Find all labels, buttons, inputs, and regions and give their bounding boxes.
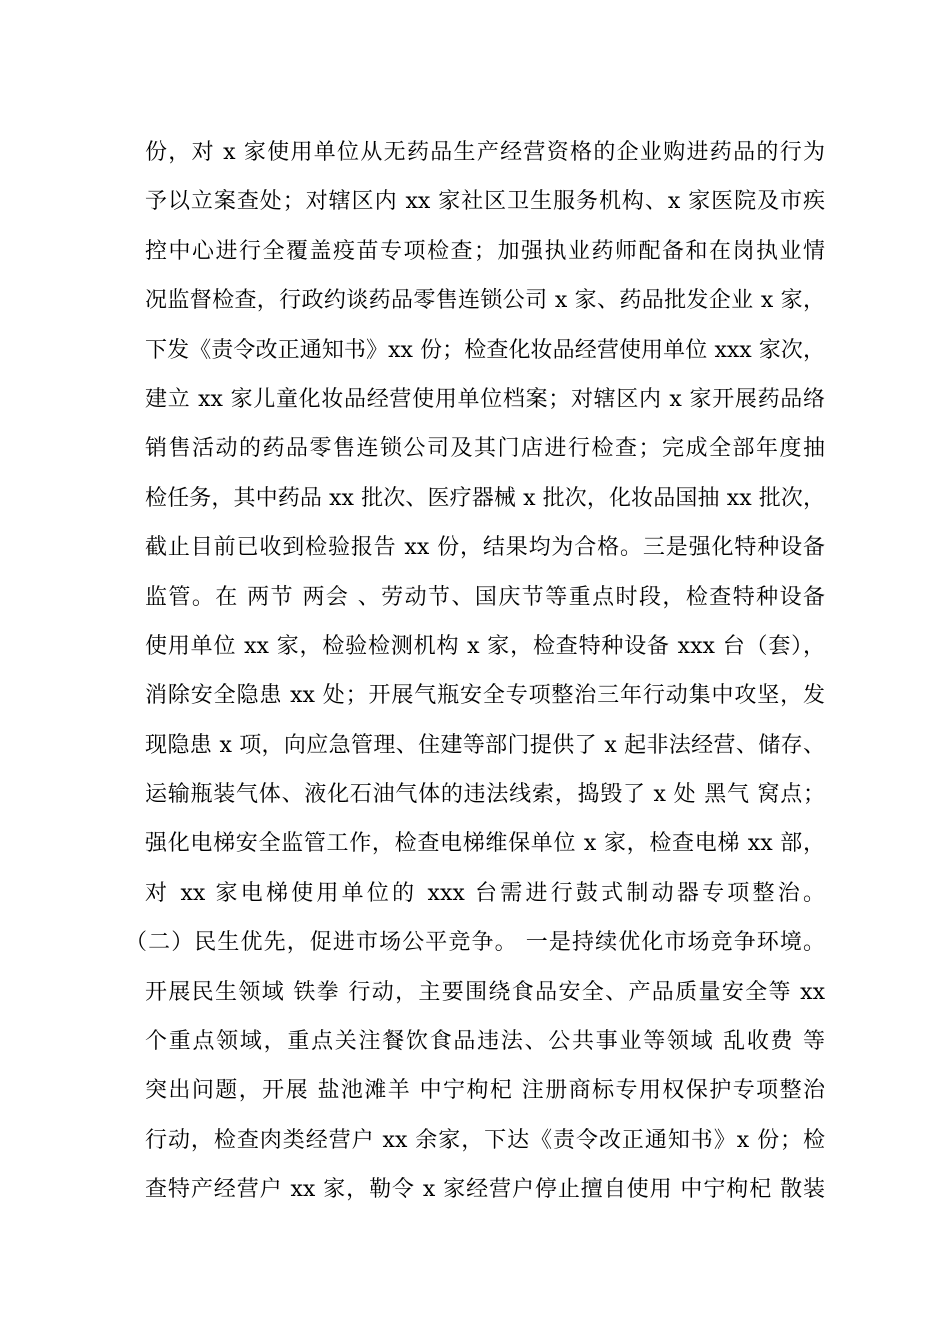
text-line: 控中心进行全覆盖疫苗专项检查；加强执业药师配备和在岗执业情 [145, 238, 825, 264]
text-line: 况监督检查，行政约谈药品零售连锁公司 x 家、药品批发企业 x 家， [145, 288, 825, 314]
text-line: 截止目前已收到检验报告 xx 份，结果均为合格。三是强化特种设备 [145, 535, 825, 561]
text-line: 使用单位 xx 家，检验检测机构 x 家，检查特种设备 xxx 台（套）， [145, 633, 825, 659]
text-line: 份，对 x 家使用单位从无药品生产经营资格的企业购进药品的行为 [145, 140, 825, 165]
text-line: 开展民生领域 铁拳 行动，主要围绕食品安全、产品质量安全等 xx [145, 979, 825, 1005]
text-line: 对 xx 家电梯使用单位的 xxx 台需进行鼓式制动器专项整治。 [145, 880, 825, 906]
text-line: 个重点领域，重点关注餐饮食品违法、公共事业等领域 乱收费 等 [145, 1029, 825, 1055]
text-line: 监管。在 两节 两会 、劳动节、国庆节等重点时段，检查特种设备 [145, 584, 825, 610]
text-line: 运输瓶装气体、液化石油气体的违法线索，捣毁了 x 处 黑气 窝点； [145, 782, 825, 808]
text-line: 下发《责令改正通知书》xx 份；检查化妆品经营使用单位 xxx 家次， [145, 337, 825, 363]
text-line: 建立 xx 家儿童化妆品经营使用单位档案；对辖区内 x 家开展药品络 [145, 386, 825, 412]
text-line: 消除安全隐患 xx 处；开展气瓶安全专项整治三年行动集中攻坚，发 [145, 683, 825, 709]
text-line: 销售活动的药品零售连锁公司及其门店进行检查；完成全部年度抽 [145, 436, 825, 462]
text-line: 突出问题，开展 盐池滩羊 中宁枸杞 注册商标专用权保护专项整治 [145, 1078, 825, 1104]
text-line: 检任务，其中药品 xx 批次、医疗器械 x 批次，化妆品国抽 xx 批次， [145, 485, 825, 511]
text-line: 查特产经营户 xx 家，勒令 x 家经营户停止擅自使用 中宁枸杞 散装 [145, 1177, 825, 1203]
body-text [125, 136, 825, 1223]
section-heading-line: （二）民生优先，促进市场公平竞争。 一是持续优化市场竞争环境。 [125, 930, 825, 956]
text-line: 强化电梯安全监管工作，检查电梯维保单位 x 家，检查电梯 xx 部， [145, 831, 825, 857]
text-line: 现隐患 x 项，向应急管理、住建等部门提供了 x 起非法经营、储存、 [145, 732, 825, 758]
text-line: 予以立案查处；对辖区内 xx 家社区卫生服务机构、x 家医院及市疾 [145, 189, 825, 215]
text-line: 行动，检查肉类经营户 xx 余家，下达《责令改正通知书》x 份；检 [145, 1127, 825, 1153]
